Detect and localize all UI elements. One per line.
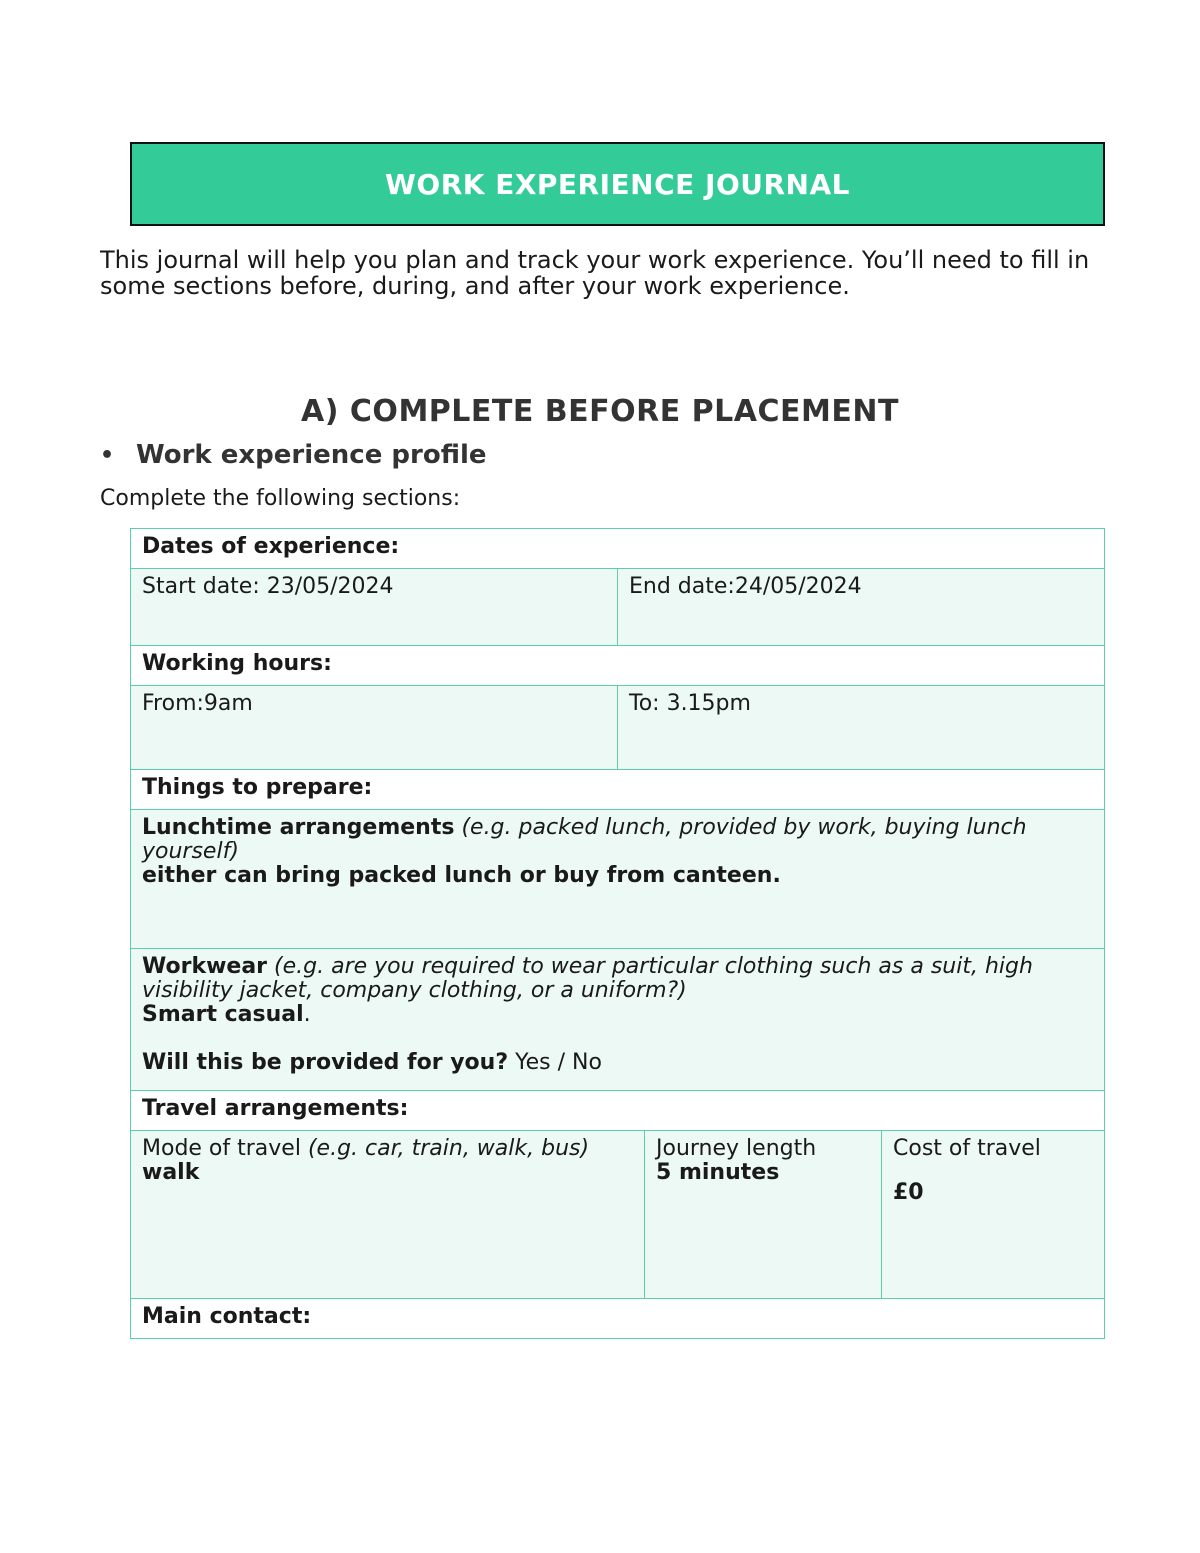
profile-heading-text: Work experience profile	[136, 440, 487, 470]
journal-title: WORK EXPERIENCE JOURNAL	[385, 167, 850, 201]
lunch-hint: (e.g. packed lunch, provided by work, buying lunch yourself)	[142, 815, 1027, 864]
bullet-icon: •	[100, 442, 115, 468]
intro-paragraph: This journal will help you plan and track your work experience. You’ll need to fill in some sections before, during, and after your work experience.	[100, 246, 1090, 300]
mode-answer: walk	[142, 1160, 200, 1185]
main-contact-header: Main contact:	[131, 1299, 1105, 1339]
workwear-field[interactable]	[131, 949, 1105, 1091]
journey-length-field[interactable]	[645, 1131, 882, 1299]
provided-options: Yes / No	[508, 1050, 602, 1075]
workwear-answer: Smart casual	[142, 1002, 304, 1027]
section-title: A) COMPLETE BEFORE PLACEMENT	[301, 394, 899, 429]
dates-header: Dates of experience:	[131, 529, 1105, 569]
cost-label: Cost of travel	[893, 1136, 1041, 1161]
travel-header: Travel arrangements:	[131, 1091, 1105, 1131]
cost-answer: £0	[893, 1180, 924, 1205]
lunch-label: Lunchtime arrangements	[142, 815, 455, 840]
mode-of-travel-field[interactable]	[131, 1131, 645, 1299]
provided-question: Will this be provided for you?	[142, 1050, 509, 1075]
to-time-field[interactable]: To: 3.15pm	[618, 686, 1105, 770]
start-date-field[interactable]: Start date: 23/05/2024	[131, 569, 618, 646]
mode-label: Mode of travel	[142, 1136, 308, 1161]
workwear-hint: (e.g. are you required to wear particular clothing such as a suit, high visibility jacket, company clothing, or a uniform?)	[142, 954, 1033, 1003]
prepare-header: Things to prepare:	[131, 770, 1105, 810]
lunch-arrangements-field[interactable]	[131, 810, 1105, 949]
journey-answer: 5 minutes	[656, 1160, 780, 1185]
end-date-field[interactable]: End date:24/05/2024	[618, 569, 1105, 646]
mode-hint: (e.g. car, train, walk, bus)	[307, 1136, 590, 1161]
workwear-label: Workwear	[142, 954, 268, 979]
hours-header: Working hours:	[131, 646, 1105, 686]
profile-heading	[100, 440, 487, 470]
instruction-text: Complete the following sections:	[100, 486, 461, 511]
from-time-field[interactable]: From:9am	[131, 686, 618, 770]
lunch-answer: either can bring packed lunch or buy from canteen.	[142, 863, 781, 888]
cost-of-travel-field[interactable]	[882, 1131, 1105, 1299]
journey-label: Journey length	[656, 1136, 817, 1161]
workwear-answer-end: .	[303, 1002, 311, 1027]
journal-title-banner	[130, 142, 1105, 226]
work-experience-profile-table	[130, 528, 1105, 1339]
